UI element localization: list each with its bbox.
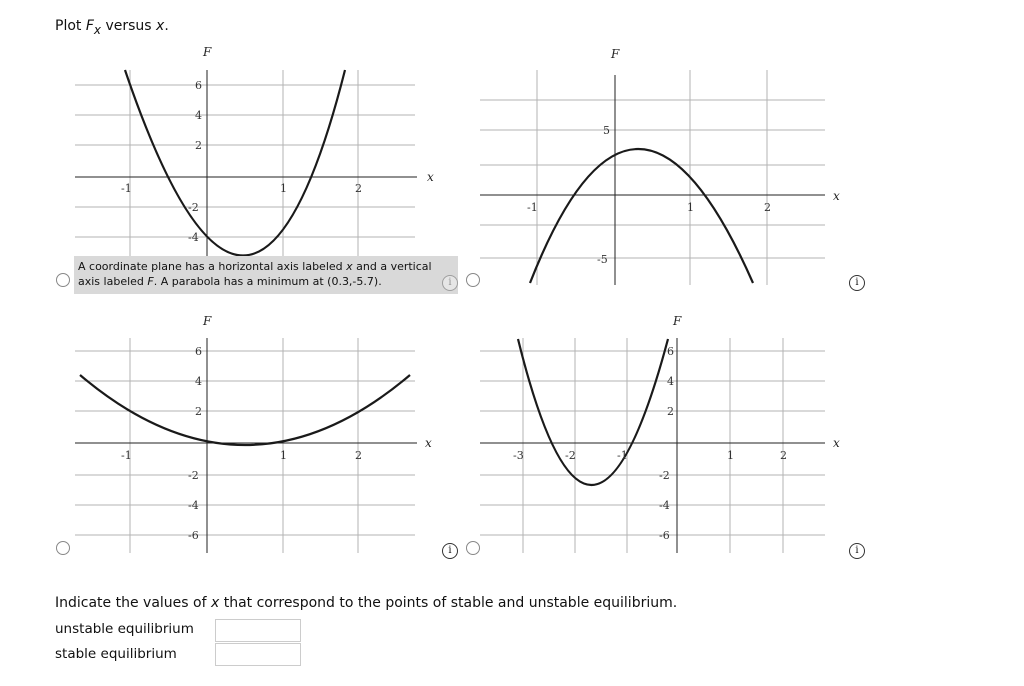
- parabola-curve: [518, 339, 668, 485]
- x-tick-label: 1: [687, 201, 694, 214]
- plot-option-d: [465, 313, 845, 563]
- grid: [480, 338, 825, 553]
- x-tick-label: -1: [527, 201, 538, 214]
- y-tick-label: -2: [659, 469, 670, 482]
- x-tick-label: -2: [565, 449, 576, 462]
- question-prompt: [55, 18, 169, 37]
- y-tick-label: 6: [667, 345, 674, 358]
- stable-label: stable equilibrium: [55, 646, 177, 662]
- x-tick-label: 1: [280, 182, 287, 195]
- y-tick-label: -6: [188, 529, 199, 542]
- info-icon[interactable]: i: [442, 275, 458, 291]
- y-tick-label: 2: [667, 405, 674, 418]
- plot-option-b: [465, 45, 845, 295]
- y-tick-label: -2: [188, 201, 199, 214]
- info-icon[interactable]: i: [849, 543, 865, 559]
- y-tick-label: 6: [195, 345, 202, 358]
- x-axis-label: x: [427, 170, 434, 184]
- y-tick-label: -5: [597, 253, 608, 266]
- info-icon[interactable]: i: [849, 275, 865, 291]
- stable-equilibrium-input[interactable]: [215, 643, 301, 666]
- x-tick-label: 1: [727, 449, 734, 462]
- tooltip-x: x: [346, 260, 353, 273]
- tooltip-part3: . A parabola has a minimum at (0.3,-5.7).: [153, 275, 382, 288]
- x-axis-label: x: [833, 436, 840, 450]
- prompt-sub: x: [93, 22, 102, 37]
- question-x: x: [210, 595, 220, 611]
- tooltip-part1: A coordinate plane has a horizontal axis labeled: [78, 260, 347, 273]
- radio-option-c[interactable]: [56, 541, 70, 555]
- y-tick-label: -4: [188, 231, 199, 244]
- y-tick-label: 4: [195, 109, 202, 122]
- grid: [480, 70, 825, 285]
- parabola-curve: [530, 149, 753, 283]
- prompt-end: .: [164, 18, 169, 34]
- prompt-f: F: [85, 18, 94, 34]
- plot-d-svg: [465, 313, 845, 563]
- y-tick-label: -2: [188, 469, 199, 482]
- axes: [480, 338, 825, 553]
- f-axis-label: F: [673, 314, 682, 328]
- x-tick-label: 2: [764, 201, 771, 214]
- axes: [480, 75, 825, 285]
- graph-description-tooltip: [74, 256, 458, 294]
- y-tick-label: -6: [659, 529, 670, 542]
- y-tick-label: 4: [195, 375, 202, 388]
- f-axis-label: F: [611, 47, 620, 61]
- equilibrium-question: [55, 595, 677, 611]
- plot-option-c: [55, 313, 435, 563]
- x-axis-label: x: [425, 436, 432, 450]
- prompt-lead: Plot: [55, 18, 86, 34]
- prompt-x: x: [156, 18, 165, 34]
- tooltip-f: F: [147, 275, 154, 288]
- x-tick-label: -1: [121, 182, 132, 195]
- question-part2: that correspond to the points of stable and unstable equilibrium.: [219, 595, 678, 611]
- unstable-label: unstable equilibrium: [55, 621, 194, 637]
- f-axis-label: F: [203, 314, 212, 328]
- info-icon[interactable]: i: [442, 543, 458, 559]
- x-tick-label: 1: [280, 449, 287, 462]
- x-axis-label: x: [833, 189, 840, 203]
- y-tick-label: 5: [603, 124, 610, 137]
- parabola-curve: [125, 70, 345, 256]
- y-tick-label: 2: [195, 139, 202, 152]
- x-tick-label: 2: [780, 449, 787, 462]
- unstable-equilibrium-input[interactable]: [215, 619, 301, 642]
- f-axis-label: F: [203, 45, 212, 59]
- radio-option-a[interactable]: [56, 273, 70, 287]
- y-tick-label: 4: [667, 375, 674, 388]
- x-tick-label: -3: [513, 449, 524, 462]
- x-tick-label: -1: [121, 449, 132, 462]
- y-tick-label: 6: [195, 79, 202, 92]
- y-tick-label: -4: [659, 499, 670, 512]
- x-tick-label: -1: [617, 449, 628, 462]
- question-part1: Indicate the values of: [55, 595, 211, 611]
- axes: [75, 70, 417, 285]
- plot-b-svg: [465, 45, 845, 295]
- tooltip-part2: and a vertical axis labeled: [78, 260, 432, 288]
- y-tick-label: -4: [188, 499, 199, 512]
- plot-c-svg: [55, 313, 435, 563]
- y-tick-label: 2: [195, 405, 202, 418]
- x-tick-label: 2: [355, 449, 362, 462]
- prompt-tail: versus: [101, 18, 157, 34]
- x-tick-label: 2: [355, 182, 362, 195]
